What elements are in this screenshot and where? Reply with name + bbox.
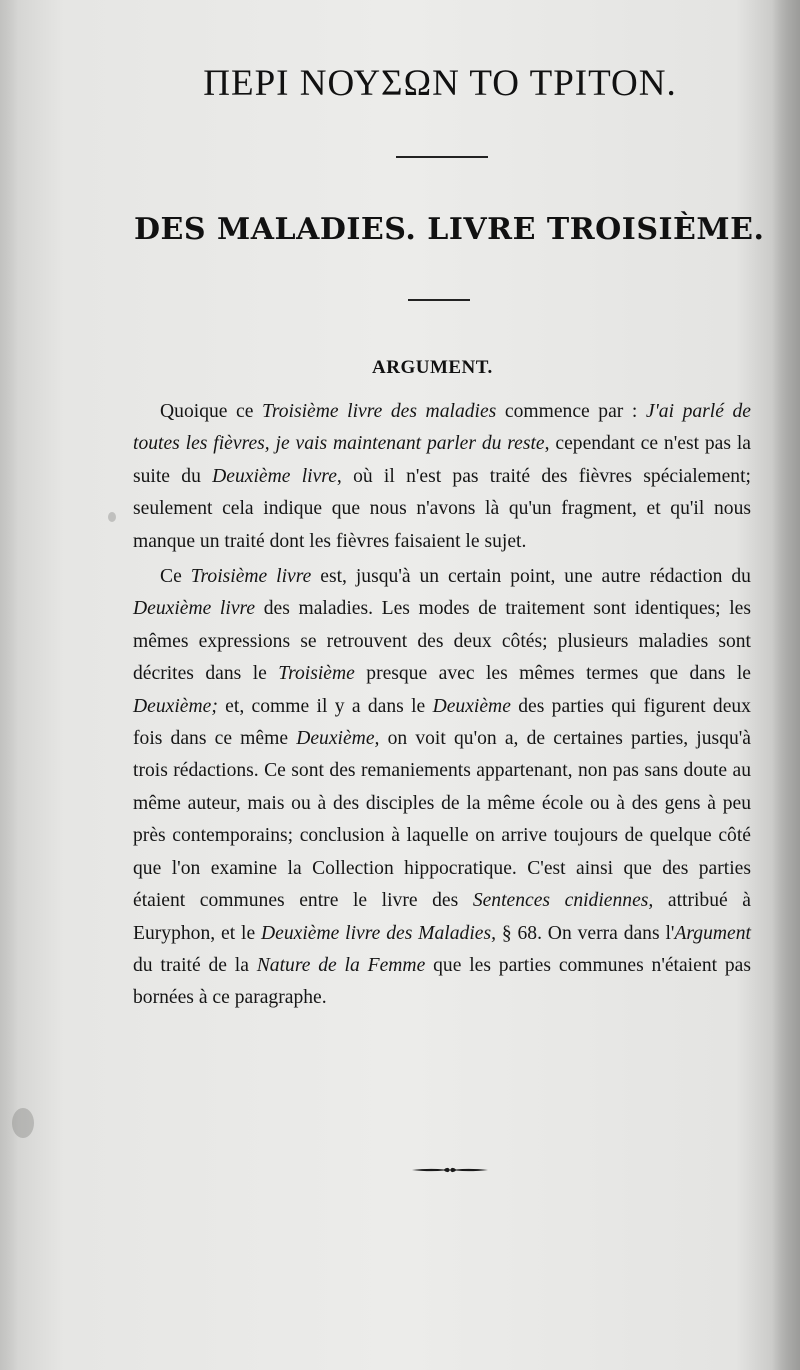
italic-run: J'ai parlé de toutes les fièvres, je vais maintenant parler du reste	[133, 401, 751, 455]
greek-title: ΠΕΡΙ ΝΟΥΣΩΝ ΤΟ ΤΡΙΤΟΝ.	[203, 63, 677, 104]
subtitle-divider	[408, 299, 470, 301]
italic-run: Troisième	[278, 663, 355, 685]
argument-body	[133, 396, 751, 1015]
italic-run: Deuxième livre	[133, 598, 256, 620]
french-title: DES MALADIES. LIVRE TROISIÈME.	[134, 212, 765, 247]
text-run: des maladies. Les modes de traitement sont identiques; les mêmes expressions se retrouvent des deux côtés; plusieurs maladies sont décrites dans le	[133, 598, 752, 685]
italic-run: Troisième livre	[190, 566, 312, 588]
text-run: que les parties communes n'étaient pas bornées à ce paragraphe.	[133, 954, 751, 1009]
text-run: presque avec les mêmes termes que dans le	[354, 663, 751, 685]
paper-stain	[12, 1108, 34, 1138]
paragraph-2	[133, 561, 751, 1015]
text-run: , cependant ce n'est pas la suite du	[133, 433, 751, 487]
text-run: commence par :	[496, 401, 646, 422]
italic-run: Argument	[674, 922, 751, 944]
text-run: des parties qui figurent deux fois dans ce même	[133, 695, 751, 750]
text-run: attribué à Euryphon, et le	[133, 890, 751, 944]
text-run: on voit qu'on a, de certaines parties, jusqu'à trois rédactions. Ce sont des remaniements appartenant, non pas sans doute au même auteur, mais ou à des disciples de la même école ou à des gens à peu près contemporains; conclusion à laquelle on arrive toujours de quelque côté que l'on examine la Collection hippocratique. C'est ainsi que des parties étaient communes entre le livre des	[133, 728, 751, 912]
text-run: et, comme il y a dans le	[217, 695, 433, 717]
italic-run: Deuxième livre des Maladies,	[261, 922, 496, 944]
paper-stain	[108, 512, 116, 522]
page-gutter-shadow	[0, 0, 18, 1370]
title-divider	[396, 156, 488, 158]
italic-run: Nature de la Femme	[256, 954, 426, 976]
italic-run: Sentences cnidiennes,	[472, 890, 654, 912]
text-run: Quoique ce	[160, 401, 262, 422]
text-run: est, jusqu'à un certain point, une autre rédaction du	[311, 566, 751, 588]
text-run: § 68. On verra dans l'	[495, 922, 675, 944]
text-run: Ce	[160, 566, 191, 588]
page-edge-shadow	[772, 0, 800, 1370]
text-run: du traité de la	[133, 954, 257, 976]
italic-run: Troisième livre des maladies	[262, 401, 497, 422]
argument-heading: ARGUMENT.	[372, 357, 493, 378]
italic-run: Deuxième;	[133, 695, 218, 717]
italic-run: Deuxième	[432, 695, 511, 717]
italic-run: Deuxième,	[296, 728, 380, 750]
italic-run: Deuxième livre	[212, 465, 337, 487]
fleuron-rule-icon	[410, 1163, 490, 1177]
text-run: , où il n'est pas traité des fièvres spécialement; seulement cela indique que nous n'avons là qu'un fragment, et qu'il nous manque un traité dont les fièvres faisaient le sujet.	[133, 465, 751, 552]
paragraph-1	[133, 396, 751, 558]
